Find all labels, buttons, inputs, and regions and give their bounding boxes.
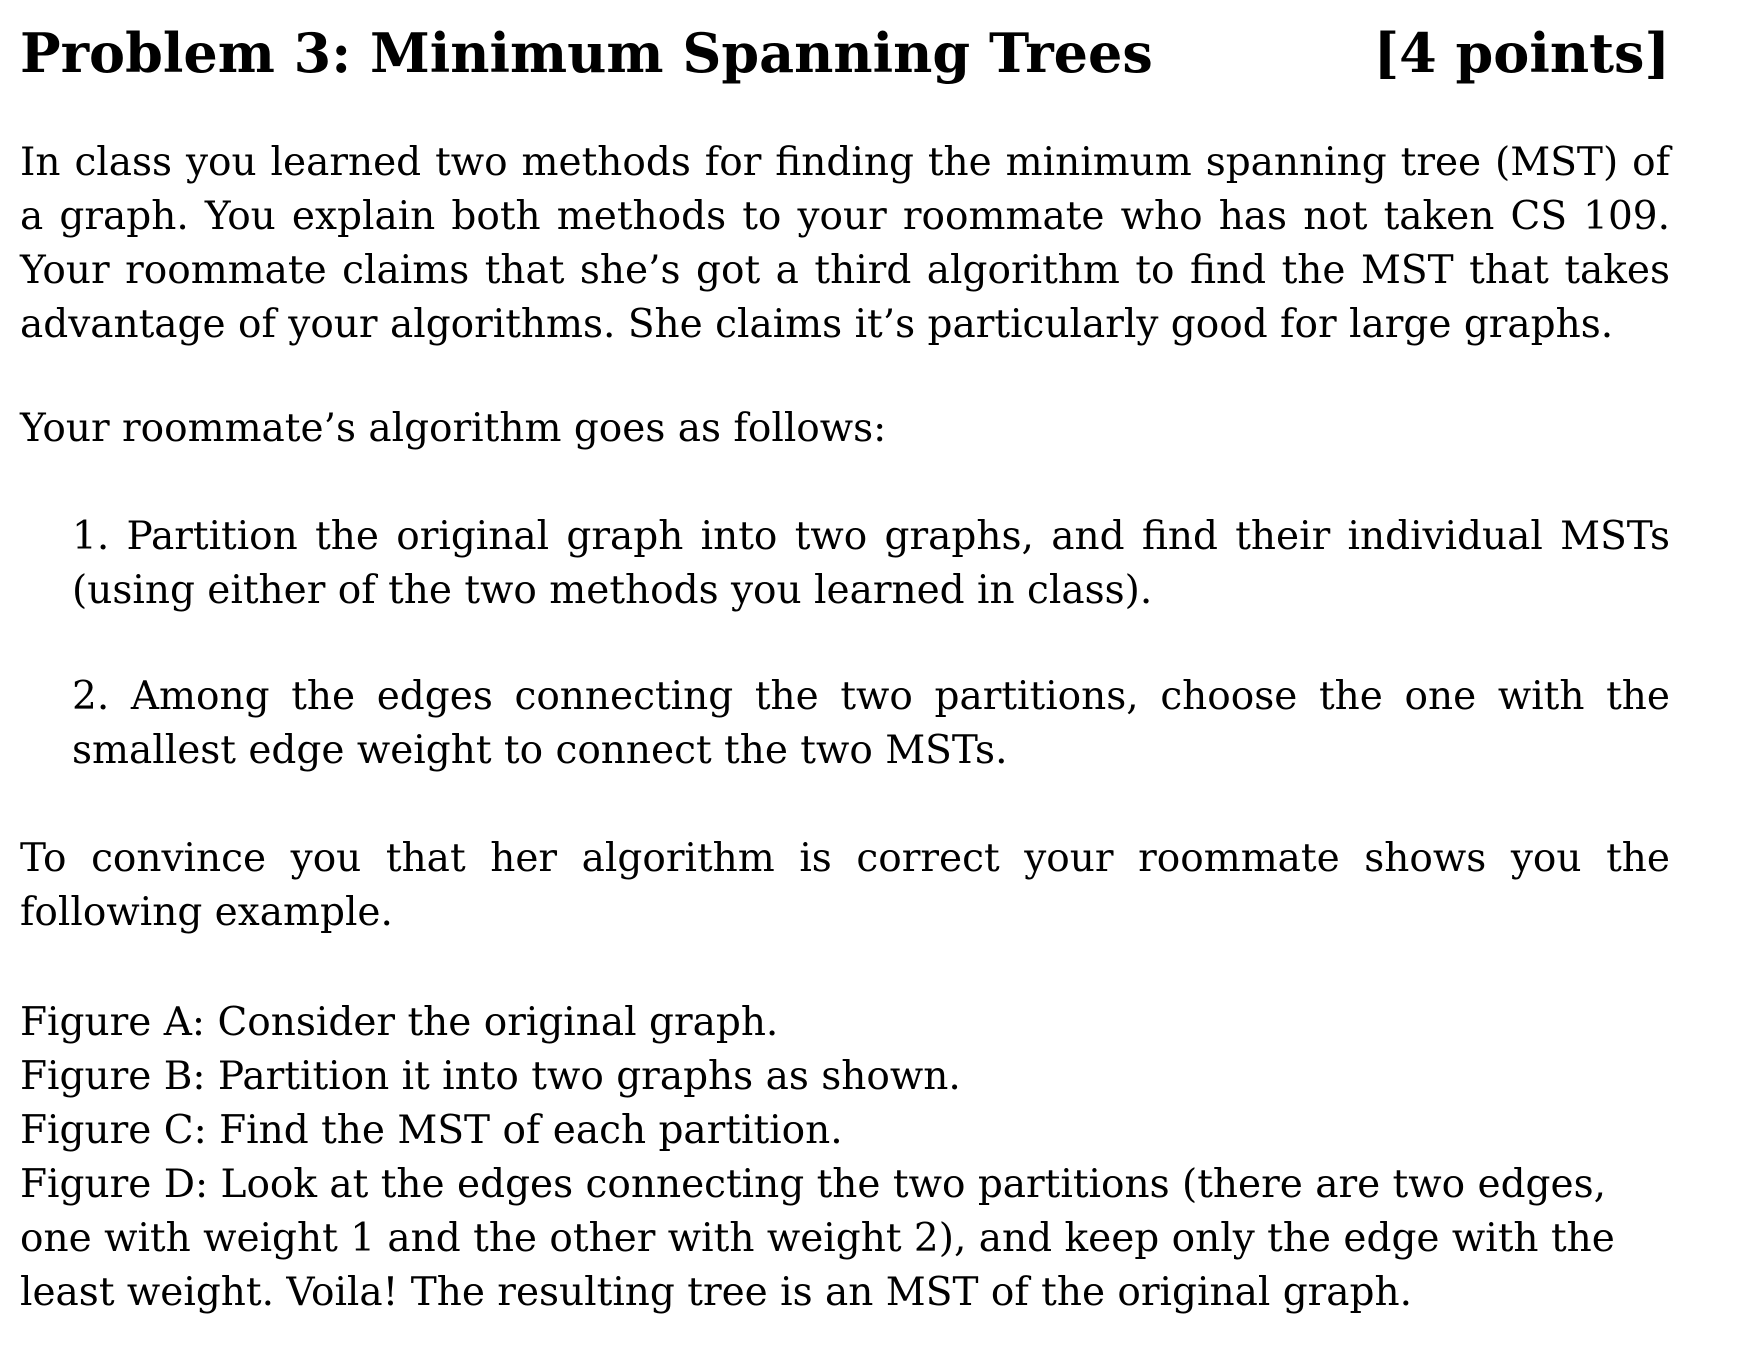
- problem-header: [20, 18, 1670, 88]
- convince-paragraph: To convince you that her algorithm is correct your roommate shows you the following example.: [20, 836, 1670, 935]
- problem-title: Problem 3: Minimum Spanning Trees: [20, 21, 1153, 85]
- figure-b-caption: Figure B: Partition it into two graphs as shown.: [20, 1054, 961, 1099]
- figure-descriptions: [20, 996, 1670, 1320]
- figure-a-caption: Figure A: Consider the original graph.: [20, 1000, 779, 1045]
- figure-c-caption: Figure C: Find the MST of each partition.: [20, 1108, 843, 1153]
- algorithm-lead: Your roommate’s algorithm goes as follows:: [20, 406, 887, 451]
- algorithm-step-2: 2. Among the edges connecting the two partitions, choose the one with the smallest edge weight to connect the two MSTs.: [72, 674, 1670, 773]
- algorithm-step-1: 1. Partition the original graph into two graphs, and find their individual MSTs (using either of the two methods you learned in class).: [72, 514, 1670, 613]
- figure-d-caption: Figure D: Look at the edges connecting the two partitions (there are two edges, one with weight 1 and the other with weight 2), and keep only the edge with the least weight. Voila! The resulting tree is an MST of the original graph.: [20, 1162, 1615, 1315]
- problem-points: [4 points]: [1373, 21, 1670, 85]
- intro-paragraph: In class you learned two methods for finding the minimum spanning tree (MST) of a graph. You explain both methods to your roommate who has not taken CS 109. Your roommate claims that she’s got a third algorithm to find the MST that takes advantage of your algorithms. She claims it’s particularly good for large graphs.: [20, 140, 1670, 347]
